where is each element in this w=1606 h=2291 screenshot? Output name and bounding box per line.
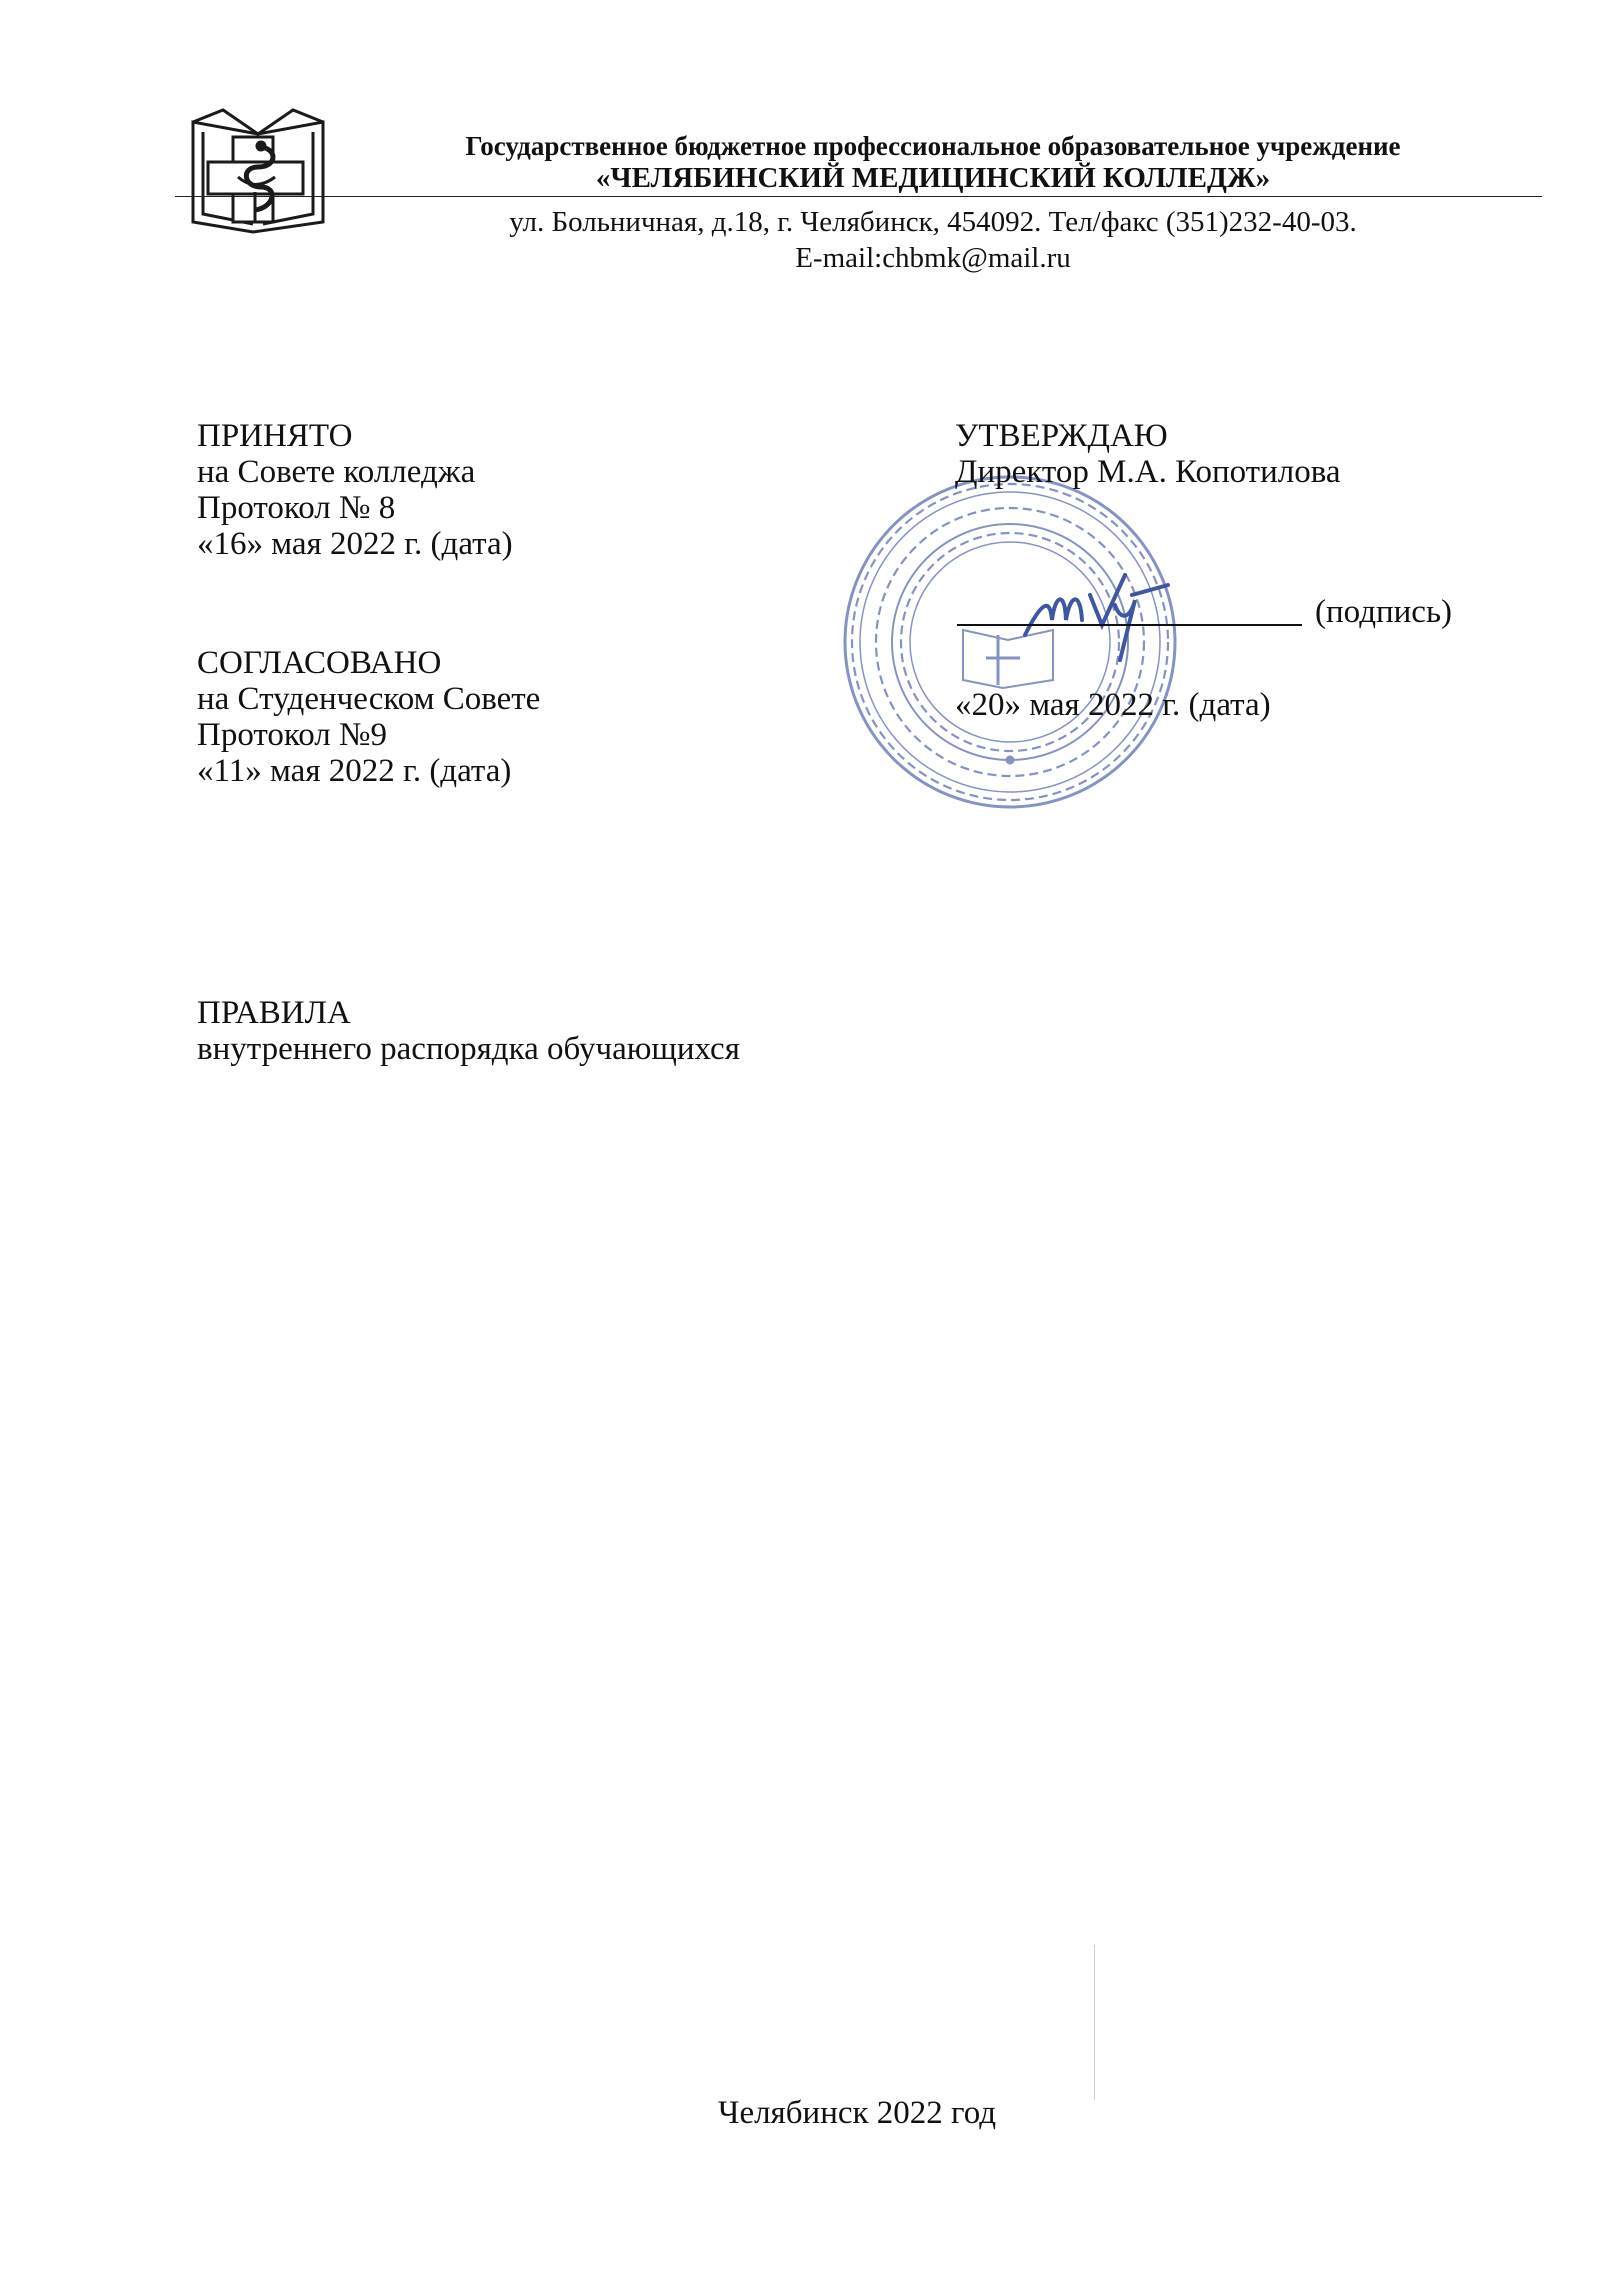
organization-address: ул. Больничная, д.18, г. Челябинск, 454092. Тел/факс (351)232-40-03. bbox=[509, 206, 1357, 238]
document-subtitle: внутреннего распорядка обучающихся bbox=[197, 1031, 740, 1067]
scan-artifact-line bbox=[1094, 1945, 1095, 2100]
director-signature bbox=[1020, 565, 1170, 665]
organization-email: E-mail:chbmk@mail.ru bbox=[795, 242, 1071, 274]
accepted-line-date: «16» мая 2022 г. (дата) bbox=[197, 526, 513, 562]
organization-type: Государственное бюджетное профессиональное образовательное учреждение bbox=[465, 131, 1401, 161]
organization-name: «ЧЕЛЯБИНСКИЙ МЕДИЦИНСКИЙ КОЛЛЕДЖ» bbox=[595, 162, 1271, 194]
document-title: ПРАВИЛА bbox=[197, 995, 351, 1031]
signature-label: (подпись) bbox=[1315, 594, 1452, 630]
accepted-line-council: на Совете колледжа bbox=[197, 454, 476, 490]
signature-line bbox=[957, 624, 1302, 626]
approve-director: Директор М.А. Копотилова bbox=[955, 454, 1341, 490]
agreed-line-protocol: Протокол №9 bbox=[197, 717, 388, 753]
agreed-block bbox=[197, 645, 540, 789]
approve-block bbox=[955, 418, 1341, 490]
agreed-line-date: «11» мая 2022 г. (дата) bbox=[197, 753, 512, 789]
agreed-line-student-council: на Студенческом Совете bbox=[197, 681, 541, 717]
accepted-block bbox=[197, 418, 513, 562]
approve-date: «20» мая 2022 г. (дата) bbox=[955, 687, 1271, 723]
header-divider bbox=[175, 196, 1542, 197]
accepted-title: ПРИНЯТО bbox=[197, 418, 353, 454]
agreed-title: СОГЛАСОВАНО bbox=[197, 645, 442, 681]
city-year: Челябинск 2022 год bbox=[718, 2095, 997, 2131]
accepted-line-protocol: Протокол № 8 bbox=[197, 490, 396, 526]
approve-title: УТВЕРЖДАЮ bbox=[955, 418, 1168, 454]
college-logo-icon bbox=[183, 102, 333, 242]
